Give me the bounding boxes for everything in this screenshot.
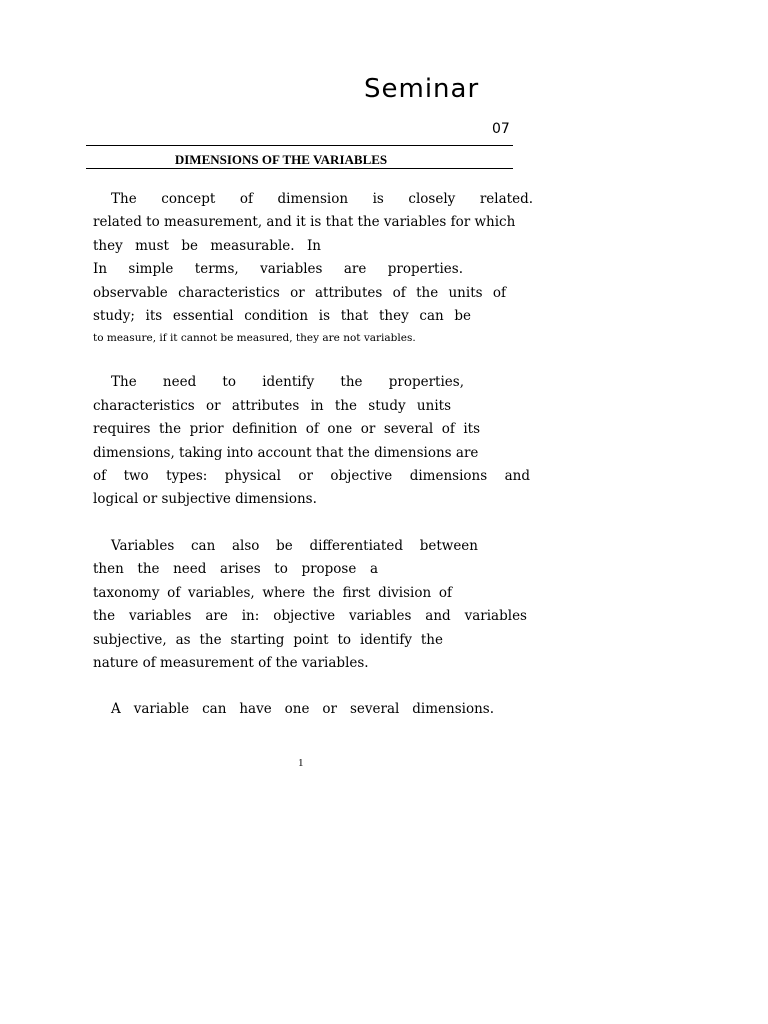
paragraph-line: the variables are in: objective variables and variables: [93, 608, 527, 625]
paragraph-line: subjective, as the starting point to identify the: [93, 631, 443, 648]
paragraph: [93, 535, 533, 675]
paragraph: [93, 188, 533, 348]
paragraph-line: to measure, if it cannot be measured, they are not variables.: [93, 332, 416, 345]
paragraph-line: dimensions, taking into account that the dimensions are: [93, 444, 479, 461]
paragraph-line: related to measurement, and it is that the variables for which: [93, 214, 516, 231]
top-rule: [86, 145, 513, 146]
paragraph-line: characteristics or attributes in the study units: [93, 397, 451, 414]
paragraph-line: Variables can also be differentiated between: [111, 537, 478, 554]
paragraph-line: In simple terms, variables are properties.: [93, 261, 463, 278]
bottom-rule: [86, 168, 513, 169]
paragraph-line: of two types: physical or objective dimensions and: [93, 468, 530, 485]
footer-page-number: 1: [298, 757, 304, 769]
document-body: [93, 188, 533, 722]
paragraph-gap: [93, 675, 533, 698]
header-page-number: 07: [492, 121, 510, 137]
paragraph-line: study; its essential condition is that they can be: [93, 308, 471, 325]
paragraph-gap: [93, 512, 533, 535]
paragraph-line: nature of measurement of the variables.: [93, 654, 369, 671]
section-heading: DIMENSIONS OF THE VARIABLES: [174, 152, 388, 167]
paragraph-line: requires the prior definition of one or several of its: [93, 421, 480, 438]
paragraph-line: logical or subjective dimensions.: [93, 491, 317, 508]
paragraph-line: they must be measurable. In: [93, 237, 321, 254]
paragraph-line: then the need arises to propose a: [93, 561, 378, 578]
page-title: Seminar: [364, 74, 480, 104]
paragraph-line: taxonomy of variables, where the first division of: [93, 584, 452, 601]
paragraph-gap: [93, 348, 533, 371]
paragraph-line: observable characteristics or attributes of the units of: [93, 284, 506, 301]
paragraph: [93, 698, 533, 721]
paragraph: [93, 371, 533, 511]
paragraph-line: A variable can have one or several dimensions.: [111, 701, 494, 718]
paragraph-line: The concept of dimension is closely related.: [111, 191, 533, 207]
paragraph-line: The need to identify the properties,: [111, 374, 464, 391]
